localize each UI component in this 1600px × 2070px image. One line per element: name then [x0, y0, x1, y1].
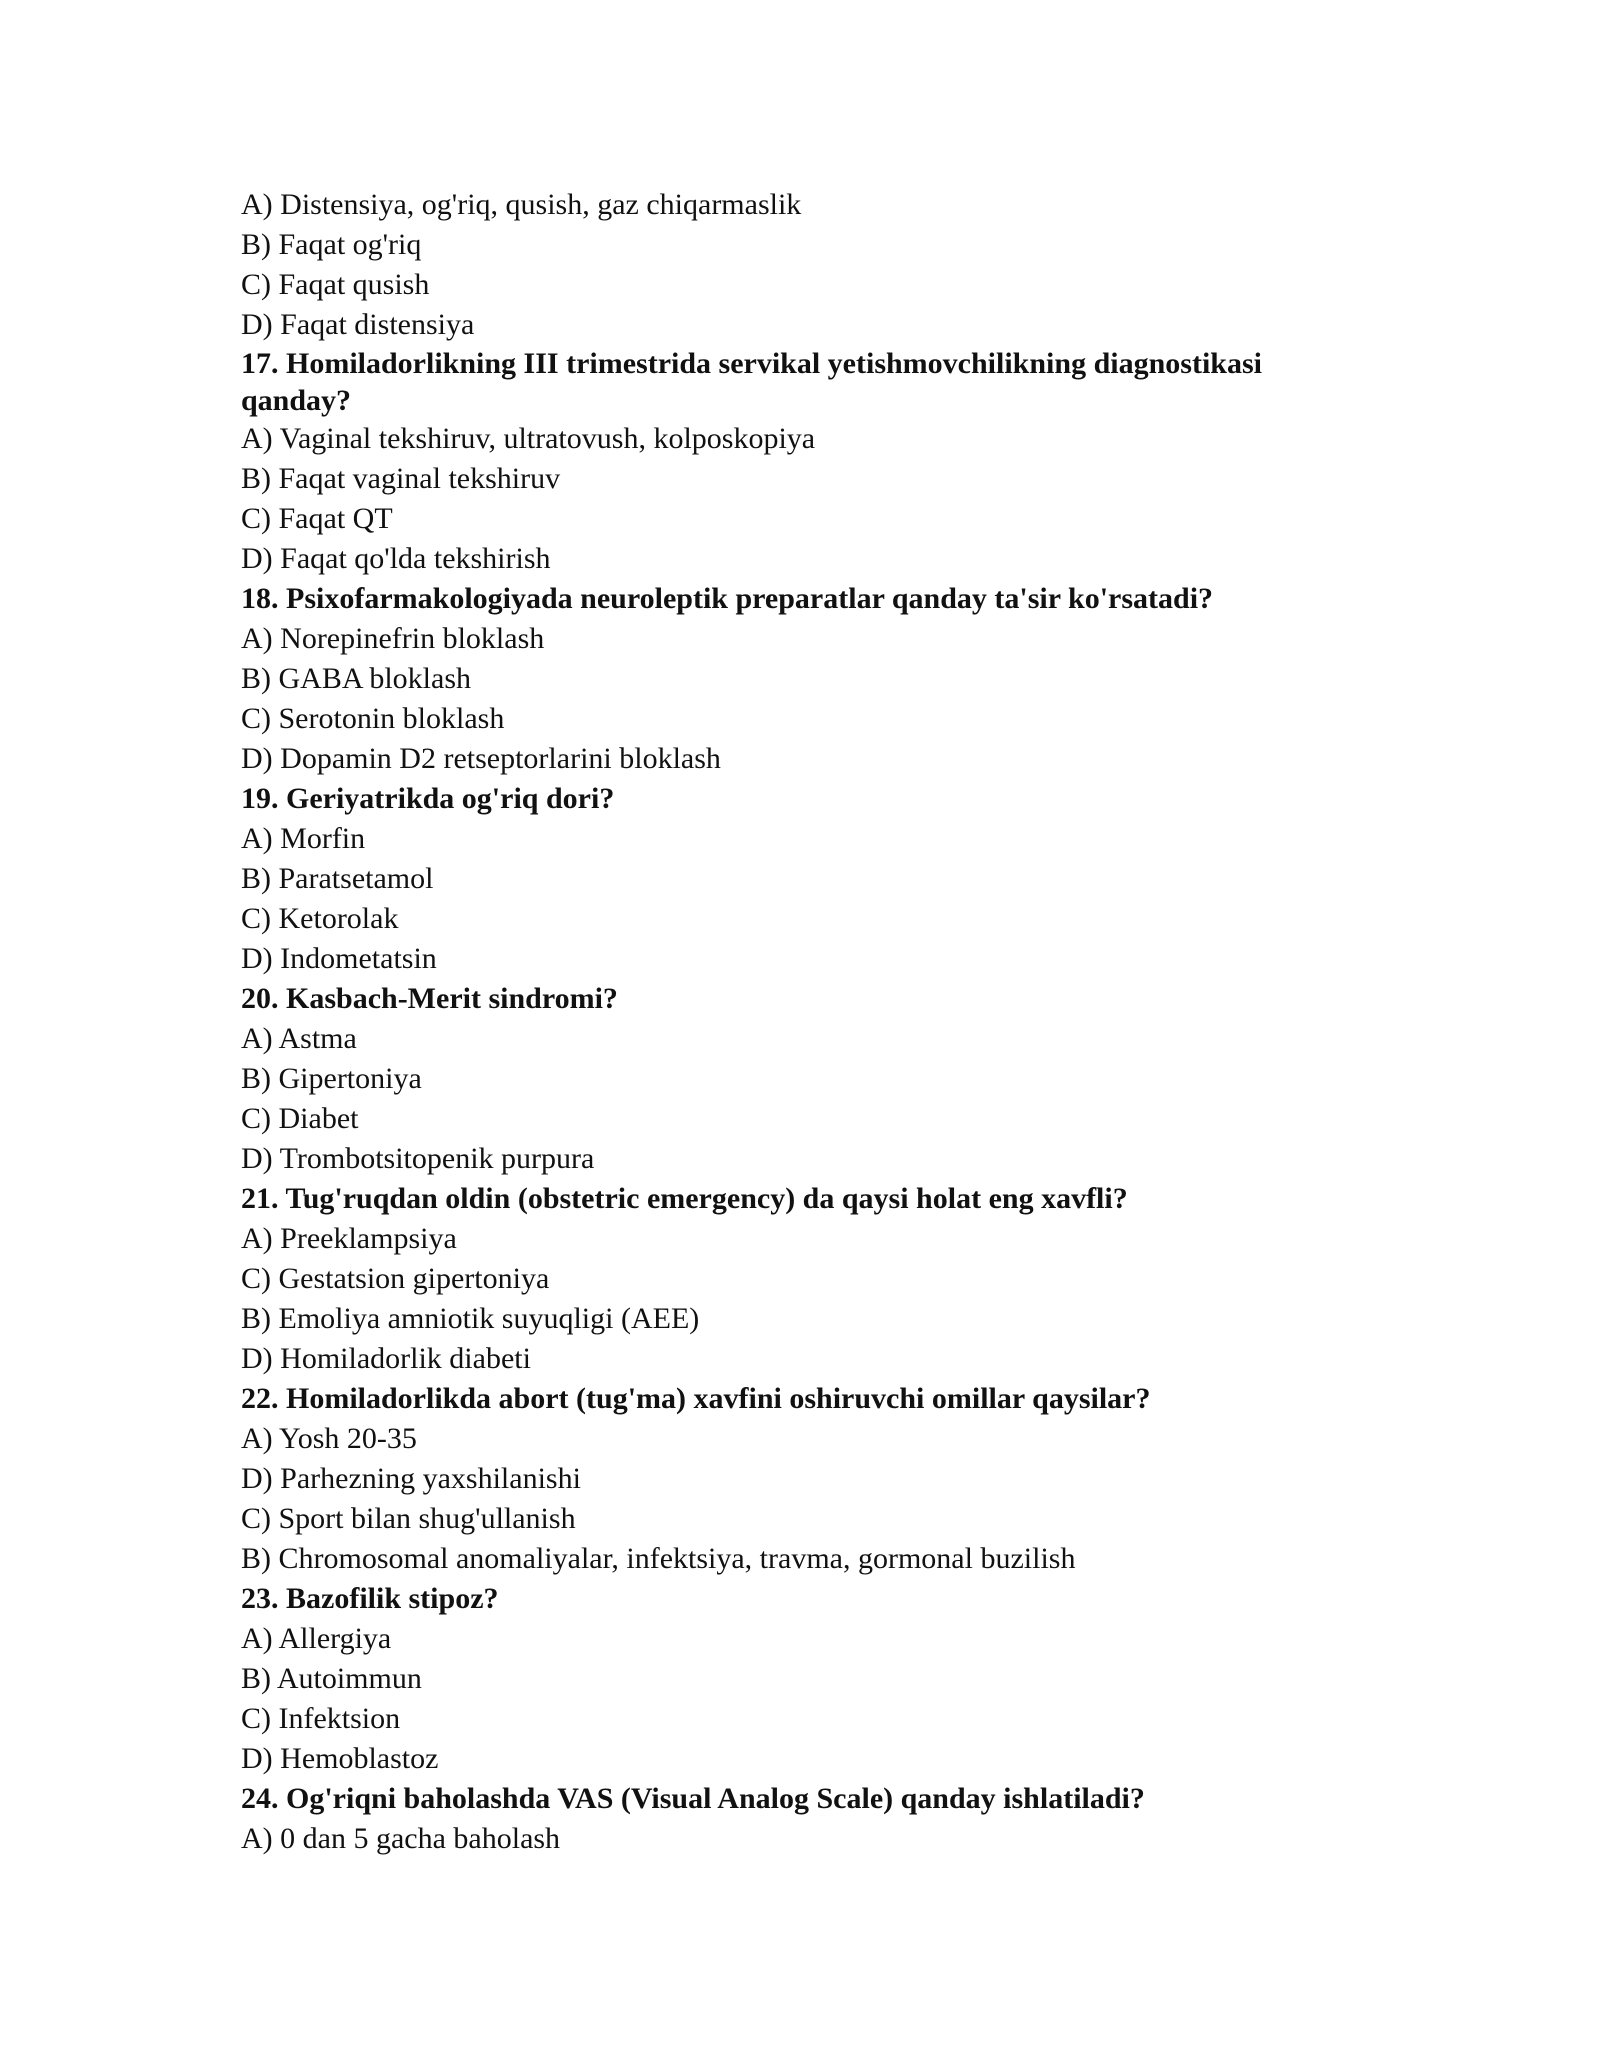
answer-option: C) Sport bilan shug'ullanish — [241, 1502, 576, 1535]
answer-option: A) Morfin — [241, 822, 366, 855]
answer-option: D) Hemoblastoz — [241, 1742, 439, 1775]
answer-option: D) Indometatsin — [241, 942, 437, 975]
answer-option: A) Allergiya — [241, 1622, 392, 1655]
answer-option: C) Faqat QT — [241, 502, 393, 535]
answer-option: A) 0 dan 5 gacha baholash — [241, 1822, 561, 1855]
answer-option: A) Vaginal tekshiruv, ultratovush, kolposkopiya — [241, 422, 816, 455]
answer-option: C) Gestatsion gipertoniya — [241, 1262, 550, 1295]
question-heading: 23. Bazofilik stipoz? — [241, 1582, 499, 1615]
answer-option: C) Ketorolak — [241, 902, 399, 935]
answer-option: C) Infektsion — [241, 1702, 401, 1735]
answer-option: C) Serotonin bloklash — [241, 702, 505, 735]
answer-option: A) Preeklampsiya — [241, 1222, 457, 1255]
question-heading: 19. Geriyatrikda og'riq dori? — [241, 782, 615, 815]
answer-option: B) Chromosomal anomaliyalar, infektsiya, travma, gormonal buzilish — [241, 1542, 1076, 1575]
answer-option: B) Gipertoniya — [241, 1062, 422, 1095]
answer-option: A) Yosh 20-35 — [241, 1422, 417, 1455]
question-heading: 17. Homiladorlikning III trimestrida servikal yetishmovchilikning diagnostikasi qanday? — [241, 347, 1262, 417]
answer-option: B) Faqat og'riq — [241, 228, 422, 261]
answer-option: A) Astma — [241, 1022, 357, 1055]
question-heading: 18. Psixofarmakologiyada neuroleptik preparatlar qanday ta'sir ko'rsatadi? — [241, 582, 1214, 615]
answer-option: D) Homiladorlik diabeti — [241, 1342, 531, 1375]
answer-option: D) Dopamin D2 retseptorlarini bloklash — [241, 742, 721, 775]
question-heading: 22. Homiladorlikda abort (tug'ma) xavfini oshiruvchi omillar qaysilar? — [241, 1382, 1151, 1415]
answer-option: B) Autoimmun — [241, 1662, 422, 1695]
answer-option: D) Parhezning yaxshilanishi — [241, 1462, 581, 1495]
answer-option: A) Distensiya, og'riq, qusish, gaz chiqarmaslik — [241, 188, 802, 221]
answer-option: A) Norepinefrin bloklash — [241, 622, 545, 655]
answer-option: B) GABA bloklash — [241, 662, 472, 695]
question-heading: 24. Og'riqni baholashda VAS (Visual Analog Scale) qanday ishlatiladi? — [241, 1782, 1145, 1815]
answer-option: D) Trombotsitopenik purpura — [241, 1142, 595, 1175]
answer-option: B) Paratsetamol — [241, 862, 434, 895]
answer-option: C) Faqat qusish — [241, 268, 430, 301]
answer-option: D) Faqat qo'lda tekshirish — [241, 542, 551, 575]
answer-option: B) Emoliya amniotik suyuqligi (AEE) — [241, 1302, 700, 1335]
answer-option: B) Faqat vaginal tekshiruv — [241, 462, 561, 495]
document-page — [241, 185, 1371, 1859]
answer-option: D) Faqat distensiya — [241, 308, 475, 341]
question-heading: 20. Kasbach-Merit sindromi? — [241, 982, 618, 1015]
question-heading: 21. Tug'ruqdan oldin (obstetric emergency) da qaysi holat eng xavfli? — [241, 1182, 1128, 1215]
answer-option: C) Diabet — [241, 1102, 359, 1135]
